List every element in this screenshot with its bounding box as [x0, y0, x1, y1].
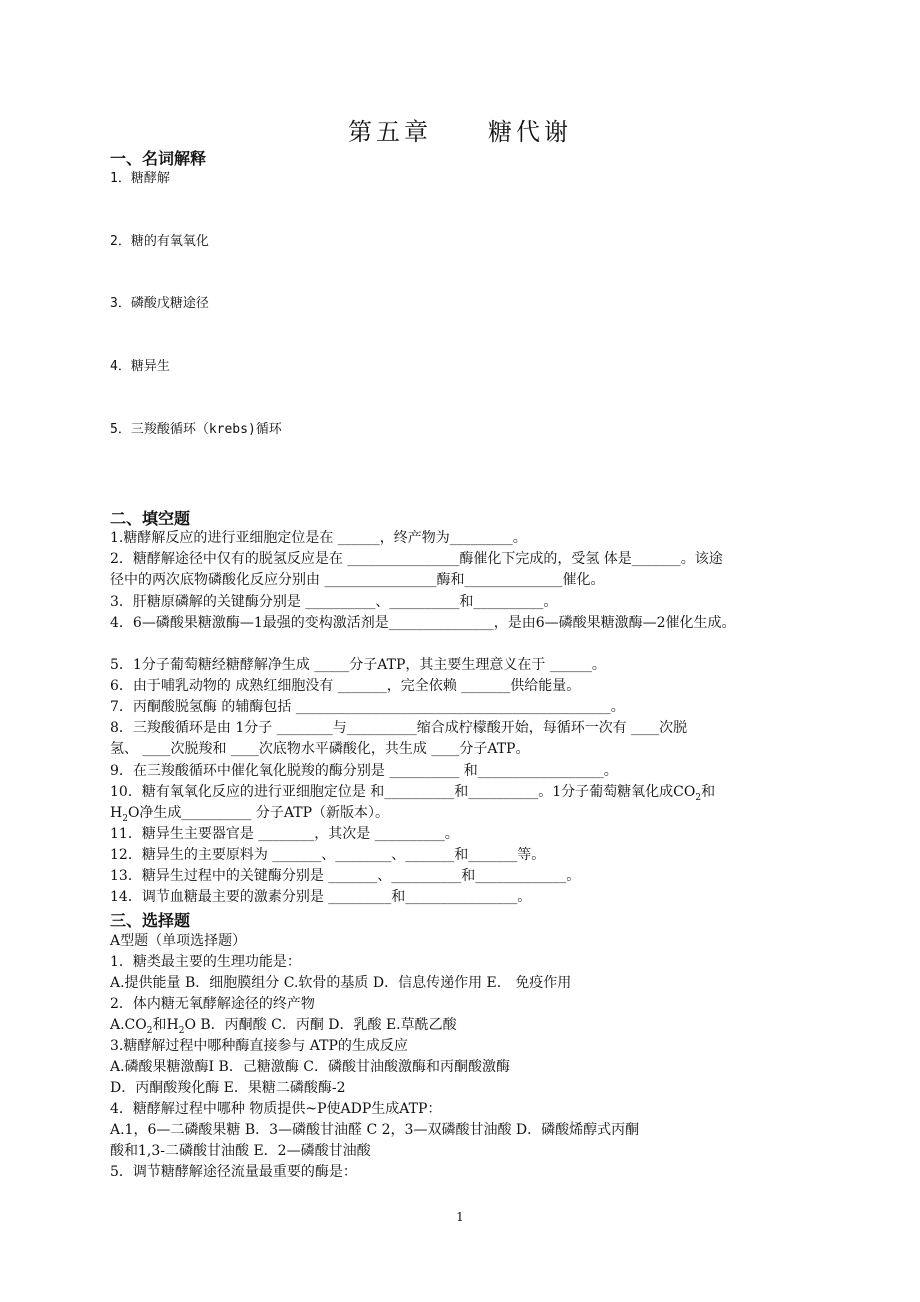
fill-item: $H_2O$净生成__________ 分子ATP（新版本）。	[110, 805, 389, 824]
chapter-topic: 糖代谢	[488, 118, 572, 146]
term-item: 5．三羧酸循环（krebs)循环	[110, 422, 282, 437]
fill-item: 4．6—磷酸果糖激酶—1最强的变构激活剂是_______________，是由6—磷酸果糖激酶—2催化生成。	[110, 615, 736, 631]
choice-line: $A.CO_2$和$H_2O$ B．丙酮酸 C．丙酮 D．乳酸 E.草酰乙酸	[110, 1017, 457, 1036]
term-item: 1．糖酵解	[110, 171, 170, 186]
fill-item: 6．由于哺乳动物的 成熟红细胞没有 _______，完全依赖 _______供给能量。	[110, 678, 581, 694]
fill-item: 13．糖异生过程中的关键酶分别是 _______、__________和_____________。	[110, 868, 581, 884]
choice-line: A.磷酸果糖激酶Ⅰ B．己糖激酶 C．磷酸甘油酸激酶和丙酮酸激酶	[110, 1059, 510, 1075]
page-title	[0, 112, 920, 147]
choice-line: 2．体内糖无氧酵解途径的终产物	[110, 996, 315, 1012]
choice-line: 1．糖类最主要的生理功能是：	[110, 954, 301, 970]
choice-line: A.提供能量 B．细胞膜组分 C.软骨的基质 D．信息传递作用 E． 免疫作用	[110, 975, 572, 991]
section-heading-fill: 二、填空题	[110, 509, 191, 528]
section-heading-choice: 三、选择题	[110, 911, 191, 930]
choice-line: 3.糖酵解过程中哪种酶直接参与 ATP的生成反应	[110, 1038, 408, 1054]
fill-item: 氢、 ____次脱羧和 ____次底物水平磷酸化，共生成 ____分子ATP。	[110, 741, 530, 757]
fill-item: 7．丙酮酸脱氢酶 的辅酶包括 _____________________________________________。	[110, 699, 625, 715]
choice-line: A型题（单项选择题）	[110, 933, 247, 949]
fill-item: 5．1分子葡萄糖经糖酵解净生成 _____分子ATP，其主要生理意义在于 ______。	[110, 657, 606, 673]
fill-item: 9．在三羧酸循环中催化氧化脱羧的酶分别是 __________ 和__________________。	[110, 763, 618, 779]
page-number: 1	[456, 1210, 464, 1224]
choice-line: A.1，6—二磷酸果糖 B．3—磷酸甘油醛 C 2，3—双磷酸甘油酸 D．磷酸烯醇式丙酮	[110, 1122, 640, 1138]
term-item: 2．糖的有氧氧化	[110, 234, 209, 249]
fill-item: 2．糖酵解途径中仅有的脱氢反应是在 ________________酶催化下完成的，受氢 体是_______。该途	[110, 551, 723, 567]
fill-item: 8．三羧酸循环是由 1分子 ________与__________缩合成柠檬酸开始，每循环一次有 ____次脱	[110, 720, 688, 736]
section-heading-terms: 一、名词解释	[110, 149, 207, 168]
term-item: 4．糖异生	[110, 359, 170, 374]
term-item: 3．磷酸戊糖途径	[110, 296, 209, 311]
choice-line: 5．调节糖酵解途径流量最重要的酶是：	[110, 1164, 357, 1180]
choice-line: 酸和1,3-二磷酸甘油酸 E．2—磷酸甘油酸	[110, 1143, 371, 1159]
fill-item: 11．糖异生主要器官是 ________，其次是 __________。	[110, 826, 459, 842]
chapter-label: 第五章	[348, 118, 432, 146]
fill-item: 1.糖酵解反应的进行亚细胞定位是在 ______，终产物为_________。	[110, 530, 527, 546]
fill-item: 14．调节血糖最主要的激素分别是 _________和________________。	[110, 889, 532, 905]
fill-item: 径中的两次底物磷酸化反应分别由 ________________酶和______________催化。	[110, 572, 605, 588]
choice-line: 4．糖酵解过程中哪种 物质提供~P使ADP生成ATP：	[110, 1101, 442, 1117]
fill-item: 10．糖有氧氧化反应的进行亚细胞定位是 和__________和__________。1分子葡萄糖氧化成$CO_2$和	[110, 784, 716, 803]
choice-line: D．丙酮酸羧化酶 E．果糖二磷酸酶-2	[110, 1080, 346, 1096]
fill-item: 12．糖异生的主要原料为 _______、________、_______和_______等。	[110, 847, 546, 863]
fill-item: 3．肝糖原磷解的关键酶分别是 __________、__________和__________。	[110, 594, 558, 610]
